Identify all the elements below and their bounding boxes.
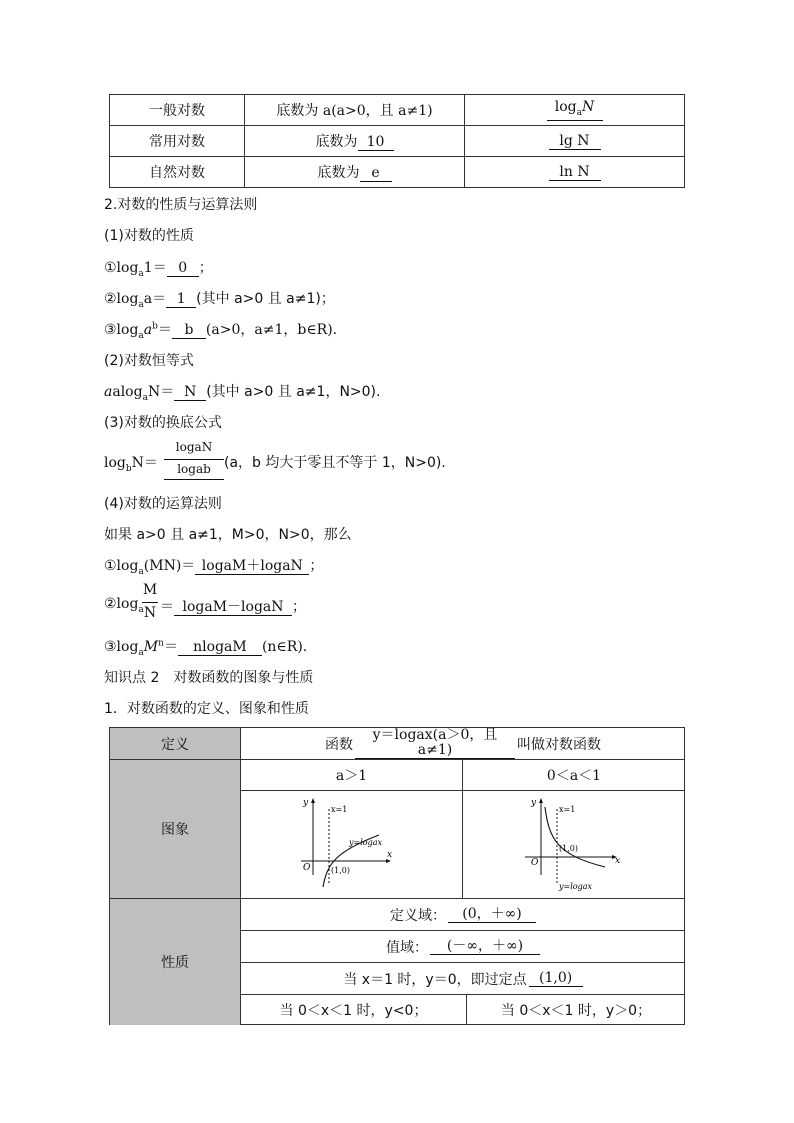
subheading: (1)对数的性质 (104, 228, 194, 244)
table-row (110, 126, 685, 157)
subheading: (2)对数恒等式 (104, 353, 194, 369)
section-heading: 2.对数的性质与运算法则 (104, 197, 258, 213)
row-name: 常用对数 (110, 126, 245, 157)
subheading: (4)对数的运算法则 (104, 496, 222, 512)
table-row (110, 95, 685, 126)
subheading: 1．对数函数的定义、图象和性质 (104, 701, 309, 717)
domain-row: 定义域： (0，＋∞) (241, 899, 685, 931)
case-a-greater-1: a＞1 (241, 760, 463, 791)
properties-label: 性质 (110, 899, 241, 1025)
point-label: (1,0) (559, 843, 578, 853)
asymptote-label: x=1 (330, 804, 347, 814)
definition-label: 定义 (110, 728, 241, 760)
left-case-row: 当 0＜x＜1 时，y<0； (241, 995, 467, 1025)
log-function-table (109, 727, 685, 1025)
property-3: $③\log_aa^b= b$ (a>0，a≠1，b∈R). (104, 321, 338, 341)
x-axis-label: x (386, 849, 392, 860)
row-base: 底数为 e (245, 157, 465, 188)
table-row (110, 157, 685, 188)
log-decreasing-graph (519, 795, 629, 895)
origin-label: O (531, 857, 539, 868)
row-name: 一般对数 (110, 95, 245, 126)
log-types-table (109, 94, 685, 188)
definition-cell: 函数 y＝logax(a＞0，且 a≠1) 叫做对数函数 (241, 728, 685, 760)
row-notation: ln N (465, 157, 685, 188)
row-base: 底数为 a(a>0，且 a≠1) (245, 95, 465, 126)
curve-label: y=logax (348, 837, 382, 847)
rule-1: $①\log_a(MN)=$ logaM＋logaN ； (104, 558, 324, 577)
fixed-point-row: 当 x＝1 时，y＝0，即过定点 (1,0) (241, 963, 685, 995)
knowledge-point-heading: 知识点 2 对数函数的图象与性质 (104, 670, 314, 686)
right-case-row: 当 0＜x＜1 时，y＞0； (500, 1003, 652, 1019)
origin-label: O (302, 862, 310, 873)
identity: aalog$_a$N＝ N (其中 a>0 且 a≠1，N>0). (104, 384, 381, 403)
asymptote-label: x=1 (559, 804, 576, 814)
graph-decreasing (463, 791, 685, 899)
graph-label: 图象 (110, 760, 241, 899)
curve-label: y=logax (559, 881, 592, 891)
range-row: 值域： (－∞，＋∞) (241, 931, 685, 963)
rule-3: $③\log_aM^n=$ nlogaM (n∈R). (104, 638, 308, 658)
y-axis-label: y (302, 797, 308, 808)
property-2: $②\log_aa= 1$ (其中 a>0 且 a≠1)； (104, 291, 335, 310)
row-base: 底数为 10 (245, 126, 465, 157)
log-increasing-graph (297, 795, 407, 895)
condition-text: 如果 a>0 且 a≠1，M>0，N>0，那么 (104, 527, 352, 543)
point-label: (1,0) (330, 865, 350, 875)
property-1: $①\log_a1= 0$ ； (104, 260, 213, 279)
subheading: (3)对数的换底公式 (104, 415, 222, 431)
graph-increasing (241, 791, 463, 899)
x-axis-label: x (615, 855, 621, 866)
row-notation: $\log_aN$ (465, 95, 685, 126)
case-a-between-0-1: 0＜a＜1 (463, 760, 685, 791)
y-axis-label: y (531, 797, 537, 808)
row-notation: lg N (465, 126, 685, 157)
row-name: 自然对数 (110, 157, 245, 188)
